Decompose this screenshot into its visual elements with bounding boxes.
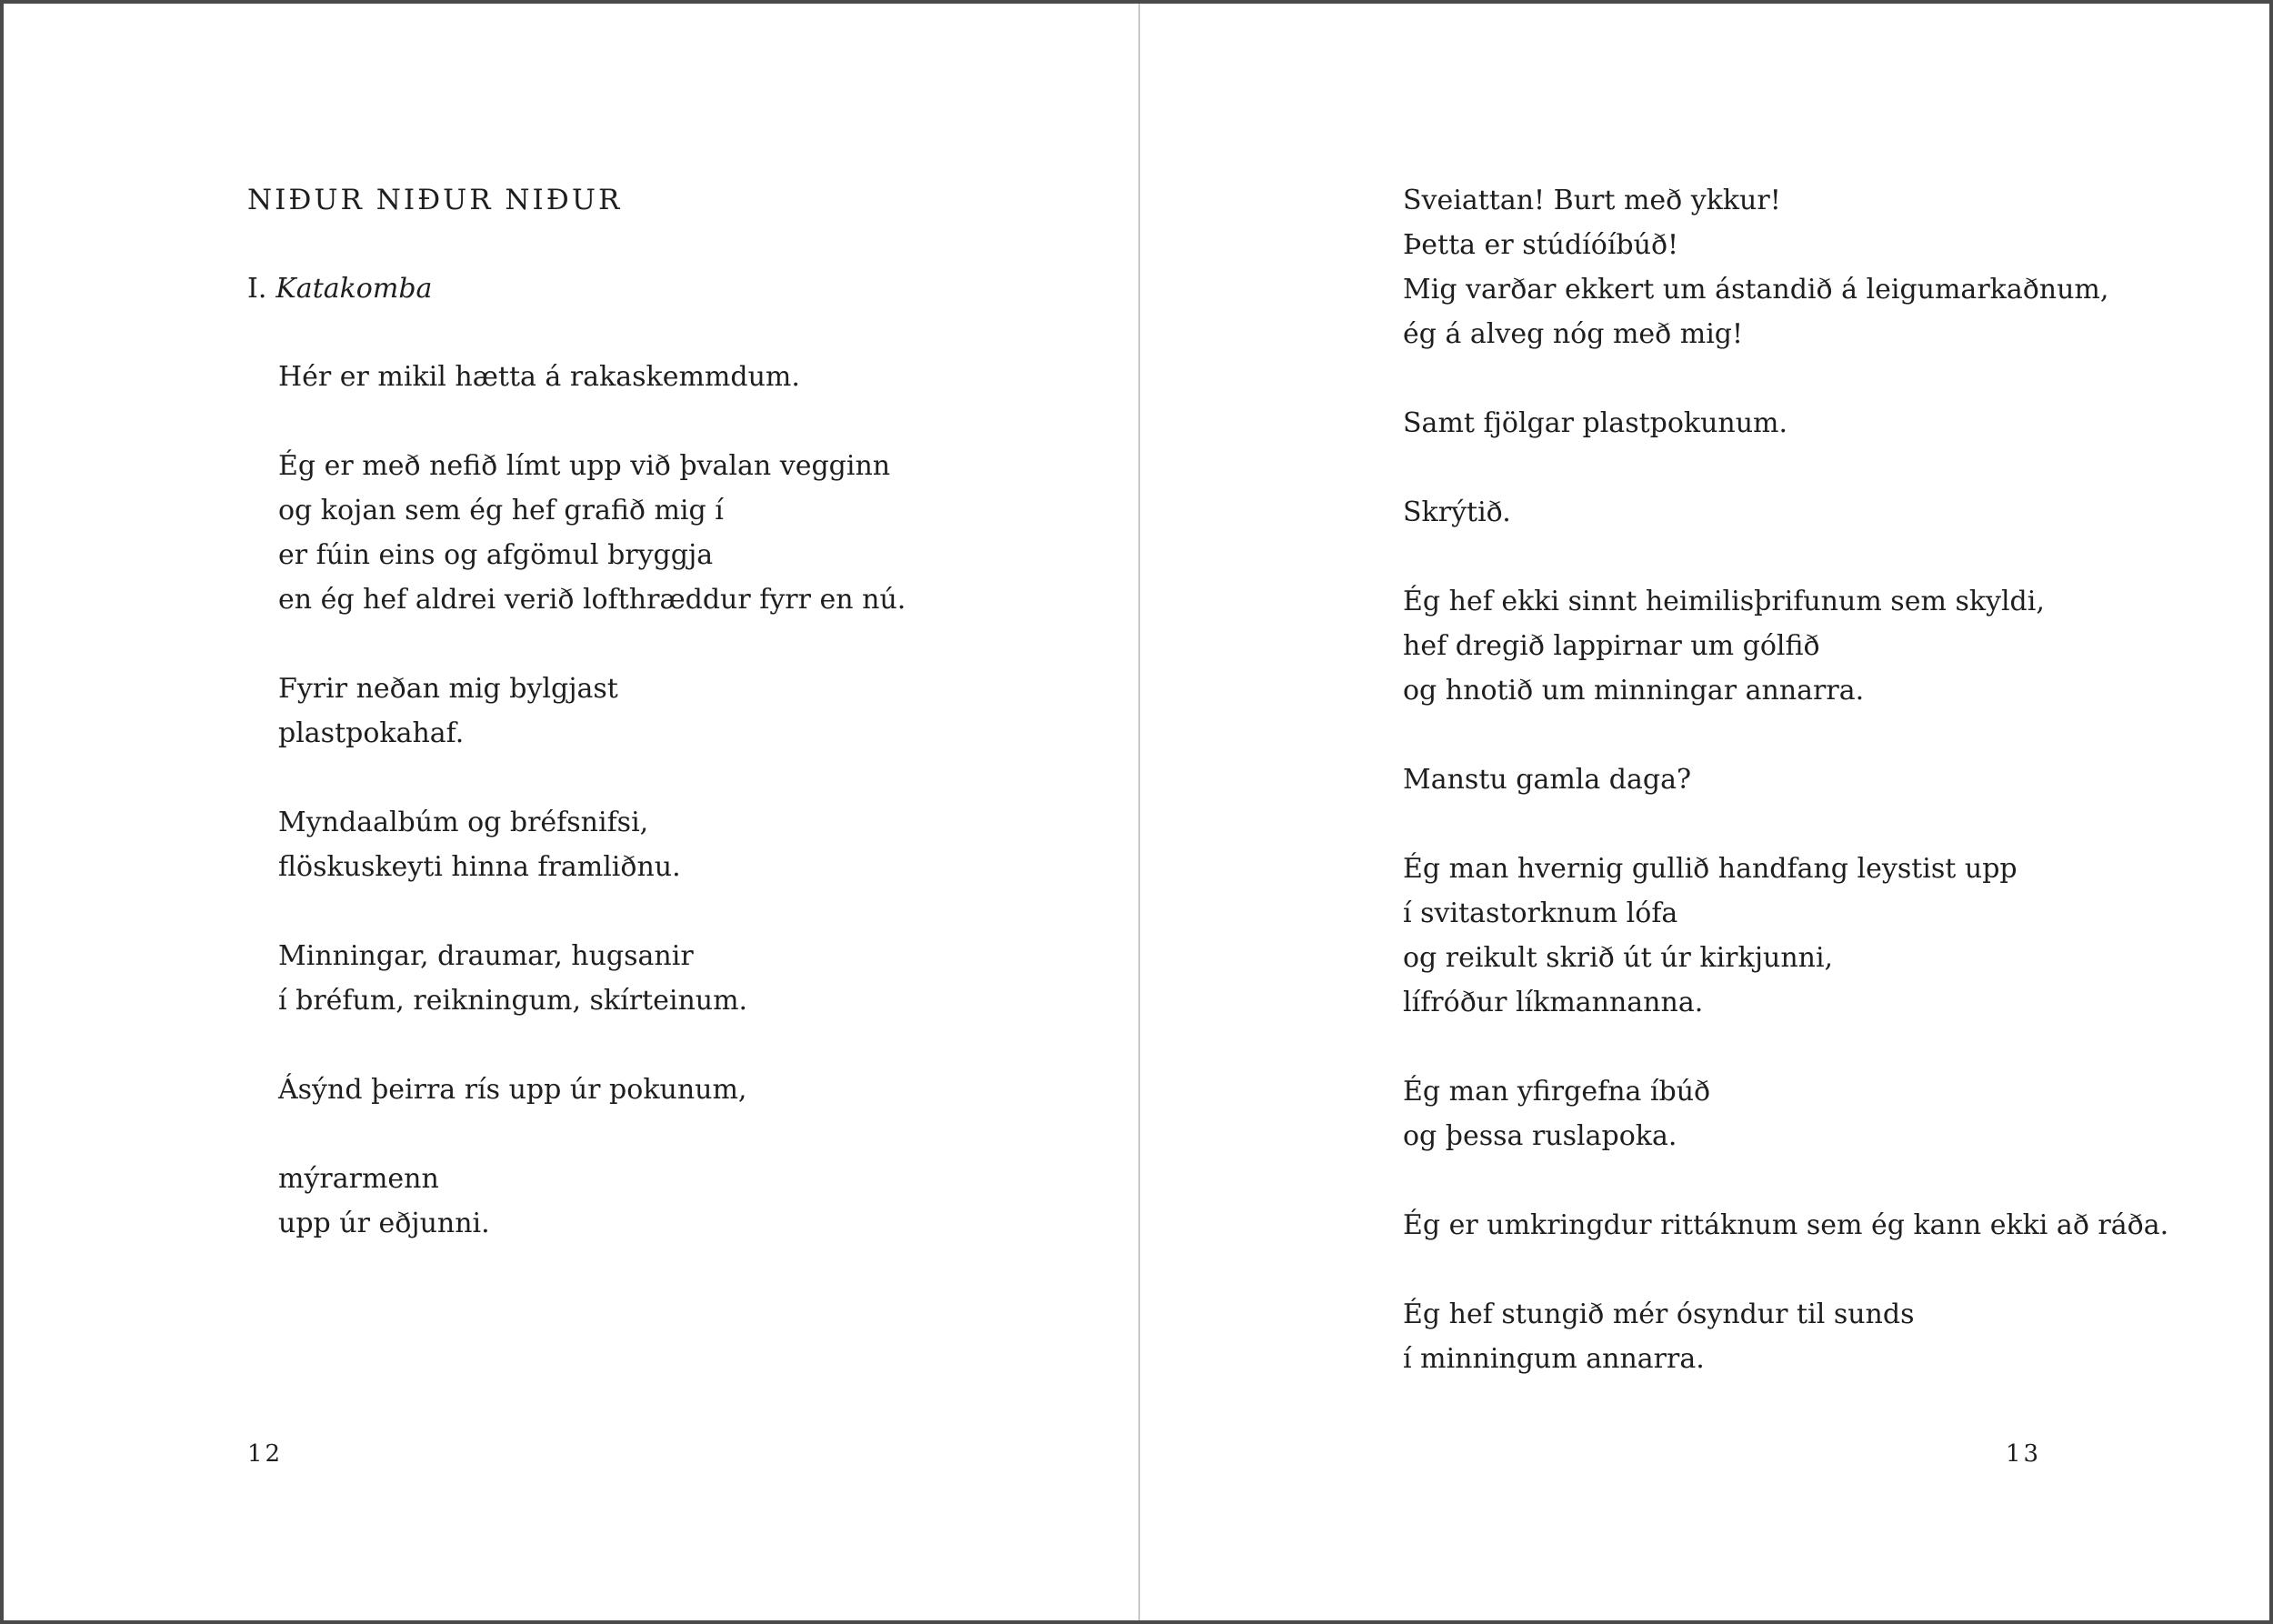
poem-line: og kojan sem ég hef grafið mig í [278, 495, 724, 526]
poem-line: í minningum annarra. [1403, 1343, 1705, 1375]
page-number-left: 12 [247, 1440, 284, 1468]
stanza [1403, 490, 2221, 535]
section-heading [247, 267, 432, 311]
poem-line: Sveiattan! Burt með ykkur! [1403, 185, 1781, 216]
stanza [1403, 178, 2221, 356]
poem-line: ég á alveg nóg með mig! [1403, 318, 1744, 350]
poem-line: Ég er umkringdur rittáknum sem ég kann ekki að ráða. [1403, 1209, 2169, 1241]
poem-line: mýrarmenn [278, 1163, 439, 1195]
poem-line: Skrýtið. [1403, 496, 1511, 528]
stanza [278, 1068, 1096, 1112]
poem-line: Manstu gamla daga? [1403, 764, 1692, 796]
section-name: Katakomba [275, 273, 433, 305]
stanza [1403, 1292, 2221, 1381]
poem-line: er fúin eins og afgömul bryggja [278, 539, 714, 571]
poem-title: NIÐUR NIÐUR NIÐUR [247, 184, 623, 216]
right-poem-body [1403, 178, 2221, 1426]
poem-line: Fyrir neðan mig bylgjast [278, 673, 618, 705]
stanza [278, 800, 1096, 889]
stanza [1403, 757, 2221, 802]
poem-line: Ég man yfirgefna íbúð [1403, 1076, 1711, 1108]
poem-line: en ég hef aldrei verið lofthræddur fyrr en nú. [278, 584, 906, 616]
poem-line: Ásýnd þeirra rís upp úr pokunum, [278, 1074, 747, 1106]
stanza [1403, 401, 2221, 446]
poem-line: upp úr eðjunni. [278, 1208, 490, 1239]
section-numeral: I. [247, 273, 267, 305]
poem-line: og reikult skrið út úr kirkjunni, [1403, 942, 1834, 974]
poem-line: Minningar, draumar, hugsanir [278, 940, 694, 972]
poem-line: Ég man hvernig gullið handfang leystist upp [1403, 853, 2018, 885]
poem-line: hef dregið lappirnar um gólfið [1403, 630, 1820, 662]
stanza [1403, 1203, 2221, 1248]
poem-line: Hér er mikil hætta á rakaskemmdum. [278, 361, 800, 393]
left-page [4, 4, 1138, 1620]
poem-line: í bréfum, reikningum, skírteinum. [278, 985, 748, 1017]
poem-line: Myndaalbúm og bréfsnifsi, [278, 807, 649, 838]
stanza [1403, 1069, 2221, 1158]
poem-line: Ég er með nefið límt upp við þvalan vegginn [278, 450, 891, 482]
poem-line: Ég hef ekki sinnt heimilisþrifunum sem skyldi, [1403, 586, 2045, 617]
right-page [1140, 4, 2273, 1620]
stanza [278, 355, 1096, 399]
poem-line: Ég hef stungið mér ósyndur til sunds [1403, 1298, 1915, 1330]
poem-line: og hnotið um minningar annarra. [1403, 675, 1865, 707]
poem-line: í svitastorknum lófa [1403, 897, 1678, 929]
poem-line: Samt fjölgar plastpokunum. [1403, 407, 1788, 439]
stanza [1403, 847, 2221, 1025]
poem-line: lífróður líkmannanna. [1403, 987, 1704, 1018]
poem-line: og þessa ruslapoka. [1403, 1120, 1677, 1152]
poem-line: plastpokahaf. [278, 717, 465, 749]
stanza [278, 934, 1096, 1023]
stanza [278, 1157, 1096, 1246]
left-poem-body [278, 355, 1096, 1290]
poem-line: flöskuskeyti hinna framliðnu. [278, 851, 681, 883]
stanza [278, 444, 1096, 622]
poem-line: Þetta er stúdíóíbúð! [1403, 229, 1679, 261]
poem-line: Mig varðar ekkert um ástandið á leigumarkaðnum, [1403, 274, 2109, 306]
stanza [1403, 579, 2221, 713]
stanza [278, 667, 1096, 756]
page-number-right: 13 [2006, 1440, 2042, 1468]
